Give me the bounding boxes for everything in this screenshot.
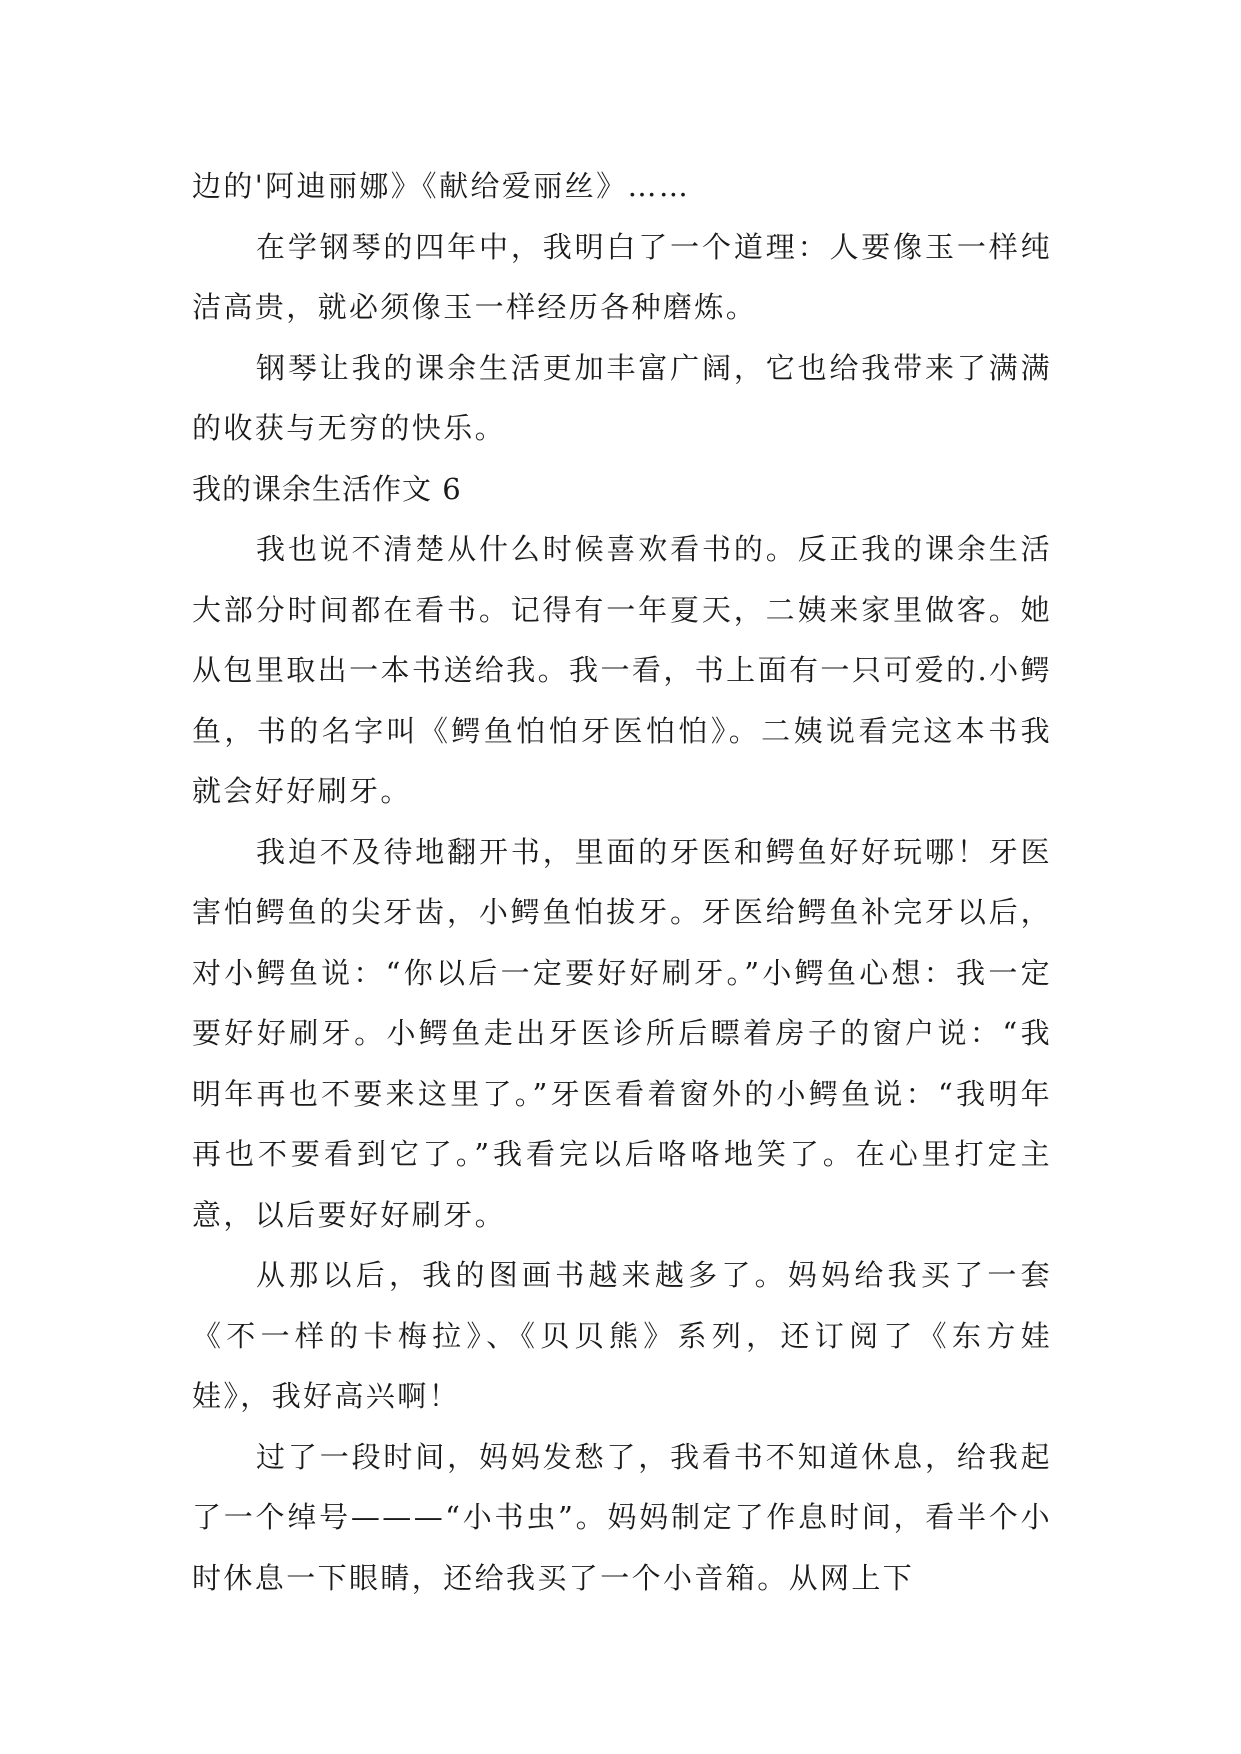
paragraph-crocodile-story: 我迫不及待地翻开书，里面的牙医和鳄鱼好好玩哪！牙医害怕鳄鱼的尖牙齿，小鳄鱼怕拔牙。牙医给鳄鱼补完牙以后，对小鳄鱼说：“你以后一定要好好刷牙。”小鳄鱼心想：我一定要好好刷牙。小鳄鱼走出牙医诊所后瞟着房子的窗户说：“我明年再也不要来这里了。”牙医看着窗外的小鳄鱼说：“我明年再也不要看到它了。”我看完以后咯咯地笑了。在心里打定主意，以后要好好刷牙。	[192, 834, 1052, 1232]
paragraph-bookworm: 过了一段时间，妈妈发愁了，我看书不知道休息，给我起了一个绰号———“小书虫”。妈妈制定了作息时间，看半个小时休息一下眼睛，还给我买了一个小音箱。从网上下	[192, 1439, 1052, 1595]
document-page	[192, 156, 1052, 1608]
paragraph-piano-lesson: 在学钢琴的四年中，我明白了一个道理：人要像玉一样纯洁高贵，就必须像玉一样经历各种磨炼。	[192, 229, 1052, 324]
paragraph-continuation: 边的'阿迪丽娜》《献给爱丽丝》……	[192, 169, 691, 203]
paragraph-piano-joy: 钢琴让我的课余生活更加丰富广阔，它也给我带来了满满的收获与无穷的快乐。	[192, 350, 1052, 445]
paragraph-picture-books: 从那以后，我的图画书越来越多了。妈妈给我买了一套《不一样的卡梅拉》、《贝贝熊》系列，还订阅了《东方娃娃》，我好高兴啊！	[192, 1258, 1052, 1413]
essay-title: 我的课余生活作文 6	[192, 471, 462, 506]
paragraph-reading-habit: 我也说不清楚从什么时候喜欢看书的。反正我的课余生活大部分时间都在看书。记得有一年夏天，二姨来家里做客。她从包里取出一本书送给我。我一看，书上面有一只可爱的.小鳄鱼，书的名字叫《鳄鱼怕怕牙医怕怕》。二姨说看完这本书我就会好好刷牙。	[192, 532, 1052, 808]
